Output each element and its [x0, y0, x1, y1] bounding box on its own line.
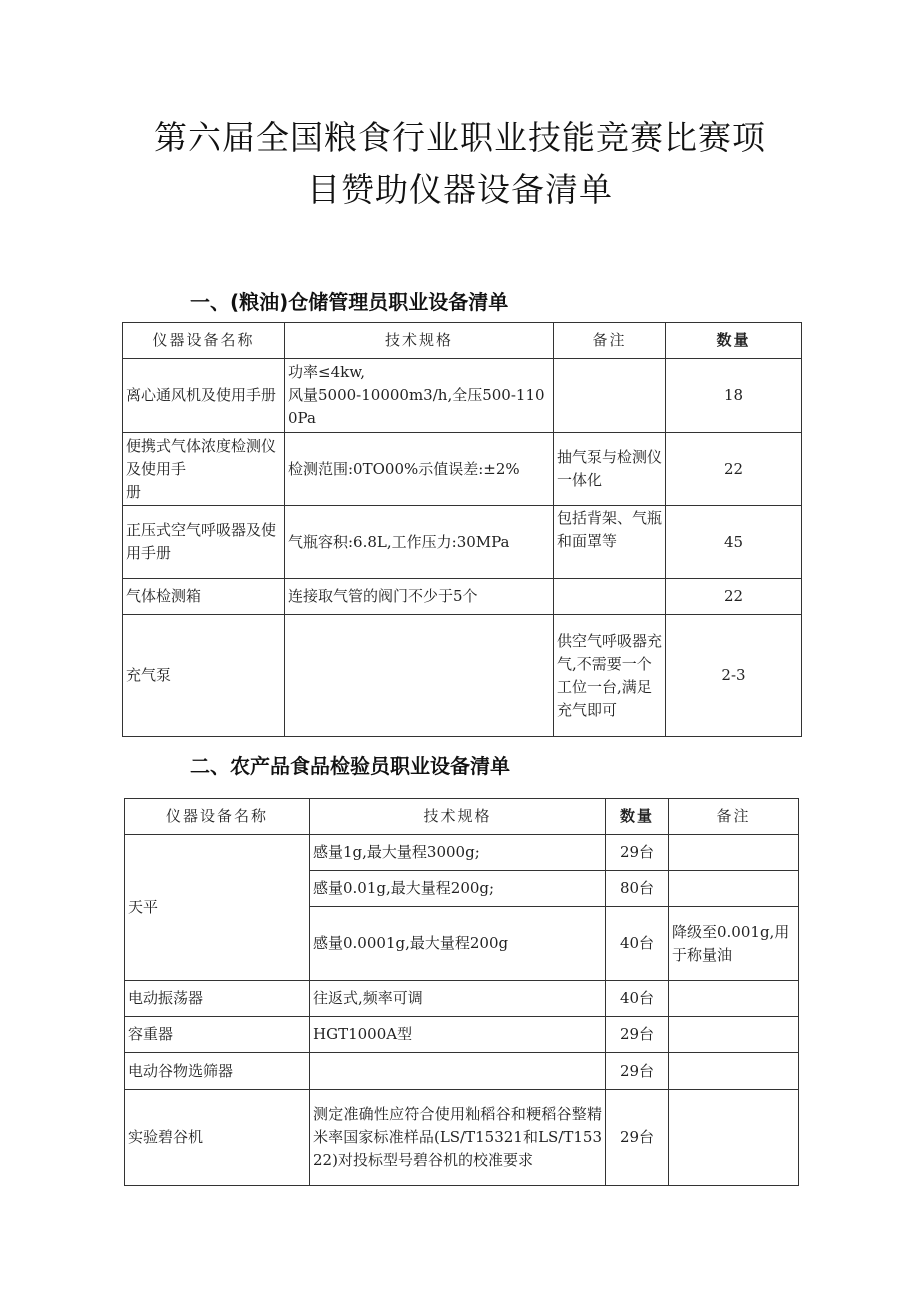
- table-header-row: [125, 799, 799, 835]
- table-row: [125, 981, 799, 1017]
- table-row: [125, 1017, 799, 1053]
- header-qty: 数量: [666, 323, 802, 359]
- cell-note: [669, 871, 799, 907]
- header-qty: 数量: [606, 799, 669, 835]
- cell-note: 降级至0.001g,用于称量油: [669, 907, 799, 981]
- cell-note: [669, 1017, 799, 1053]
- cell-name: 实验碧谷机: [125, 1090, 310, 1186]
- header-spec: 技术规格: [310, 799, 606, 835]
- header-name: 仪器设备名称: [123, 323, 285, 359]
- cell-spec: 连接取气管的阀门不少于5个: [285, 579, 554, 615]
- cell-note: [669, 981, 799, 1017]
- cell-spec: 功率≤4kw, 风量5000-10000m3/h,全压500-1100Pa: [285, 359, 554, 433]
- cell-spec: 感量1g,最大量程3000g;: [310, 835, 606, 871]
- cell-qty: 29台: [606, 1053, 669, 1090]
- table-row: [125, 1090, 799, 1186]
- cell-spec: 气瓶容积:6.8L,工作压力:30MPa: [285, 506, 554, 579]
- cell-qty: 40台: [606, 907, 669, 981]
- cell-qty: 29台: [606, 1090, 669, 1186]
- header-name: 仪器设备名称: [125, 799, 310, 835]
- cell-name: 便携式气体浓度检测仪及使用手 册: [123, 433, 285, 506]
- cell-spec: 感量0.0001g,最大量程200g: [310, 907, 606, 981]
- cell-qty: 29台: [606, 835, 669, 871]
- cell-name: 电动谷物选筛器: [125, 1053, 310, 1090]
- cell-note: [669, 1090, 799, 1186]
- cell-note: [669, 1053, 799, 1090]
- cell-qty: 80台: [606, 871, 669, 907]
- cell-note: [669, 835, 799, 871]
- cell-spec: [285, 615, 554, 737]
- cell-name: 正压式空气呼吸器及使用手册: [123, 506, 285, 579]
- header-note: 备注: [554, 323, 666, 359]
- cell-note: [554, 579, 666, 615]
- storage-equipment-table: [122, 322, 802, 737]
- title-line-1: 第六届全国粮食行业职业技能竞赛比赛项: [154, 118, 766, 157]
- cell-spec: [310, 1053, 606, 1090]
- title-line-2: 目赞助仪器设备清单: [307, 170, 613, 209]
- cell-name: 充气泵: [123, 615, 285, 737]
- cell-qty: 22: [666, 433, 802, 506]
- header-note: 备注: [669, 799, 799, 835]
- table-header-row: [123, 323, 802, 359]
- cell-note: [554, 359, 666, 433]
- table-row: [123, 359, 802, 433]
- section-2-heading: 二、农产品食品检验员职业设备清单: [190, 754, 510, 778]
- table-row: [123, 506, 802, 579]
- document-title: [0, 112, 920, 216]
- cell-spec: 往返式,频率可调: [310, 981, 606, 1017]
- cell-name: 气体检测箱: [123, 579, 285, 615]
- cell-name: 电动振荡器: [125, 981, 310, 1017]
- table-row: [123, 615, 802, 737]
- cell-spec: 感量0.01g,最大量程200g;: [310, 871, 606, 907]
- cell-qty: 22: [666, 579, 802, 615]
- cell-qty: 2-3: [666, 615, 802, 737]
- cell-qty: 18: [666, 359, 802, 433]
- cell-note: 抽气泵与检测仪一体化: [554, 433, 666, 506]
- table-row: [125, 835, 799, 871]
- cell-name: 离心通风机及使用手册: [123, 359, 285, 433]
- inspection-equipment-table: [124, 798, 799, 1186]
- cell-qty: 45: [666, 506, 802, 579]
- cell-name-balance: 天平: [125, 835, 310, 981]
- section-1-heading: 一、(粮油)仓储管理员职业设备清单: [190, 290, 509, 314]
- cell-spec: 测定准确性应符合使用籼稻谷和粳稻谷整精米率国家标准样品(LS/T15321和LS/T15322)对投标型号碧谷机的校准要求: [310, 1090, 606, 1186]
- cell-qty: 29台: [606, 1017, 669, 1053]
- cell-qty: 40台: [606, 981, 669, 1017]
- cell-note: 包括背架、气瓶和面罩等: [554, 506, 666, 579]
- table-row: [123, 433, 802, 506]
- table-row: [125, 1053, 799, 1090]
- cell-note: 供空气呼吸器充气,不需要一个工位一台,满足充气即可: [554, 615, 666, 737]
- cell-spec: HGT1000A型: [310, 1017, 606, 1053]
- table-row: [123, 579, 802, 615]
- cell-spec: 检测范围:0TO00%示值误差:±2%: [285, 433, 554, 506]
- cell-name: 容重器: [125, 1017, 310, 1053]
- header-spec: 技术规格: [285, 323, 554, 359]
